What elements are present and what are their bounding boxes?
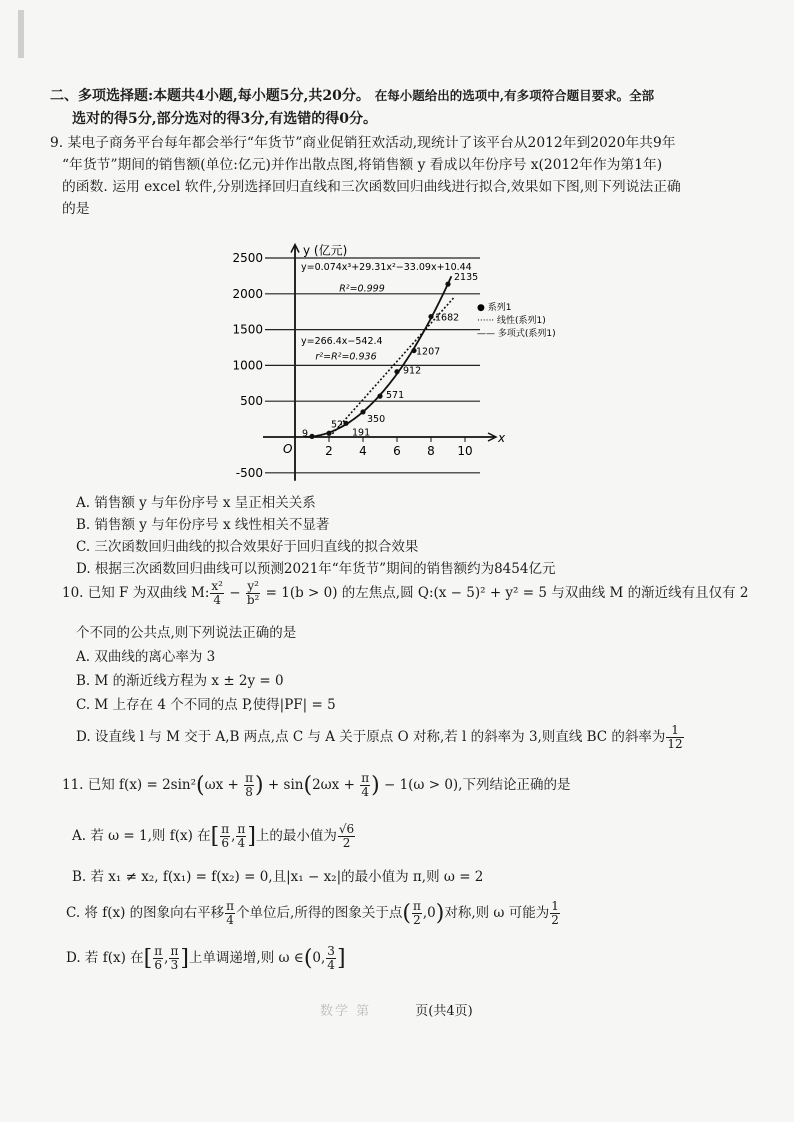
q10-line2: 个不同的公共点,则下列说法正确的是	[76, 625, 297, 641]
footer-blurred: 数学 第	[320, 1004, 372, 1019]
legend-entry: ● 系列1	[477, 303, 512, 313]
q11-a-frac3	[338, 823, 355, 850]
q11-stem: 11. 已知 f(x) = 2sin²(ωx + $\frac{\pi}{8}$ ) + sin(2ωx + $\frac{\pi}{4}$ ) − 1(ω > 0),下列结论正确的是	[62, 771, 571, 799]
y-axis-title: y (亿元)	[303, 243, 348, 258]
data-label: 350	[367, 413, 386, 425]
q11-d-text1: D. 若 f(x) 在	[66, 950, 144, 966]
q11-option-d: D. 若 f(x) 在[ $\frac{\pi}{6}$ , $\frac{\pi}{3}$ ]上单调递增,则 ω ∈(0, $\frac{3}{4}$ ]	[66, 944, 346, 972]
q11-s1: 11. 已知 f(x) = 2sin²	[62, 777, 197, 793]
origin-label: O	[283, 442, 293, 456]
data-point	[445, 282, 450, 287]
q11-d-text2: 上单调递增,则 ω ∈	[188, 950, 304, 966]
q11-option-b: B. 若 x₁ ≠ x₂, f(x₁) = f(x₂) = 0,且|x₁ − x₂|的最小值为 π,则 ω = 2	[72, 869, 484, 885]
q9-option-d: D. 根据三次函数回归曲线可以预测2021年“年货节”期间的销售额约为8454亿元	[76, 561, 556, 577]
q11-frac-pi4	[360, 772, 370, 799]
q11-d-frac2	[169, 945, 179, 972]
q11-a-den1: 6	[221, 836, 229, 850]
data-label: 191	[352, 427, 371, 439]
footer-pages: 页(共4页)	[415, 1004, 473, 1019]
y-tick-label: 500	[240, 394, 263, 409]
q11-c-frac3	[550, 900, 560, 927]
q10-frac-x-den: 4	[213, 593, 221, 607]
q10-frac-y-num: y²	[247, 579, 259, 593]
q11-a-pi2: π	[237, 822, 246, 836]
q11-c-pi1: π	[226, 899, 235, 913]
y-tick-label: 1000	[232, 358, 263, 373]
data-label: 9	[302, 428, 309, 440]
q10-frac-y	[246, 580, 261, 607]
q11-c-frac1	[225, 900, 235, 927]
q9-line2: “年货节”期间的销售额(单位:亿元)并作出散点图,将销售额 y 看成以年份序号 x(2012年作为第1年)	[62, 157, 663, 173]
q11-c-den2: 2	[413, 913, 421, 927]
q10-option-d-text: D. 设直线 l 与 M 交于 A,B 两点,点 C 与 A 关于原点 O 对称,若 l 的斜率为 3,则直线 BC 的斜率为	[76, 729, 666, 745]
data-point	[428, 314, 433, 319]
q10-text-b: = 1(b > 0) 的左焦点,圆 Q:(x − 5)² + y² = 5 与双曲线 M 的渐近线有且仅有 2	[261, 585, 749, 601]
q11-pi: π	[245, 771, 254, 785]
q11-d-frac3	[326, 945, 336, 972]
q11-frac-pi8	[244, 772, 254, 799]
q10-frac-x	[210, 580, 224, 607]
q11-d-pi1: π	[154, 944, 163, 958]
data-point	[326, 431, 331, 436]
q9-line3: 的函数. 运用 excel 软件,分别选择回归直线和三次函数回归曲线进行拟合,效果如下图,则下列说法正确	[62, 179, 681, 195]
q10-option-a: A. 双曲线的离心率为 3	[76, 649, 216, 665]
q11-a-text1: A. 若 ω = 1,则 f(x) 在	[72, 828, 211, 844]
q11-s5: − 1(ω > 0),下列结论正确的是	[379, 777, 571, 793]
q10-option-d	[76, 724, 685, 751]
x-tick-label: 6	[393, 444, 401, 458]
q11-c-text1: C. 将 f(x) 的图象向右平移	[66, 905, 225, 921]
q11-a-text2: 上的最小值为	[255, 828, 337, 844]
x-tick-label: 4	[359, 444, 367, 458]
data-point	[360, 409, 365, 414]
q11-c-val-num: 1	[551, 899, 559, 913]
poly-equation: y=0.074x³+29.31x²−33.09x+10.44	[301, 262, 472, 274]
q11-option-c: C. 将 f(x) 的图象向右平移 $\frac{\pi}{4}$ 个单位后,所得的图象关于点( $\frac{\pi}{2}$ ,0)对称,则 ω 可能为 $\frac{1}{2}$	[66, 899, 559, 927]
section-heading	[50, 85, 654, 105]
q11-d-den1: 6	[154, 958, 163, 972]
q11-d4: 4	[361, 785, 369, 799]
q10-option-b: B. M 的渐近线方程为 x ± 2y = 0	[76, 673, 284, 689]
q10-line1	[62, 580, 749, 607]
q10-option-c: C. M 上存在 4 个不同的点 P,使得|PF| = 5	[76, 697, 336, 713]
q10-text-a: 10. 已知 F 为双曲线 M:	[62, 585, 210, 601]
linear-r2: r²=R²=0.936	[315, 351, 377, 363]
q9-line4: 的是	[62, 201, 90, 217]
legend-entry: —— 多项式(系列1)	[477, 329, 556, 339]
q11-option-a: A. 若 ω = 1,则 f(x) 在[ $\frac{\pi}{6}$ , $\frac{\pi}{4}$ ]上的最小值为 $\frac{√6}{2}$	[72, 822, 355, 850]
q11-c-pt-y: ,0	[422, 905, 436, 921]
q11-a-frac2	[236, 823, 246, 850]
scan-edge-mark	[18, 10, 24, 58]
x-axis-title: x	[498, 431, 506, 445]
section-heading-text: 二、多项选择题:本题共4小题,每小题5分,共20分。	[50, 88, 370, 104]
data-label: 1682	[435, 312, 460, 324]
q11-a-val-num: √6	[338, 822, 355, 836]
q11-d-val-num: 3	[327, 944, 335, 958]
y-tick-label: 2000	[232, 286, 263, 301]
q11-d-val-den: 4	[327, 958, 335, 972]
q11-s3: + sin	[263, 777, 304, 793]
q11-c-text2: 个单位后,所得的图象关于点	[236, 905, 403, 921]
q11-d-pi2: π	[170, 944, 179, 958]
data-point	[343, 421, 348, 426]
q10-frac-x-num: x²	[211, 579, 223, 593]
q11-c-den1: 4	[226, 913, 234, 927]
x-tick-label: 2	[325, 444, 333, 458]
q11-a-den2: 4	[237, 836, 246, 850]
poly-r2: R²=0.999	[339, 283, 385, 295]
q9-option-c: C. 三次函数回归曲线的拟合效果好于回归直线的拟合效果	[76, 539, 419, 555]
q11-c-pi2: π	[412, 899, 421, 913]
y-tick-label: 1500	[232, 322, 263, 337]
q11-a-pi1: π	[221, 822, 230, 836]
q11-s2: ωx +	[204, 777, 244, 793]
q9-option-b: B. 销售额 y 与年份序号 x 线性相关不显著	[76, 517, 330, 533]
q11-a-val-den: 2	[342, 836, 351, 850]
y-tick-label: 2500	[232, 251, 263, 265]
section-scoring: 选对的得5分,部分选对的得3分,有选错的得0分。	[72, 111, 377, 127]
q11-s4: 2ωx +	[312, 777, 360, 793]
q10-minus: −	[224, 585, 245, 601]
data-label: 1207	[416, 346, 441, 358]
data-point	[394, 369, 399, 374]
q11-a-frac1	[220, 823, 230, 850]
q11-pi-2: π	[361, 771, 370, 785]
q11-d-den2: 3	[170, 958, 179, 972]
q11-d-int-a: 0,	[312, 950, 326, 966]
data-label: 2135	[454, 272, 479, 284]
page-footer	[320, 1000, 473, 1019]
q11-c-val-den: 2	[551, 913, 559, 927]
q11-d-frac1	[153, 945, 163, 972]
data-label: 912	[403, 365, 422, 377]
q10-frac-y-den: b²	[246, 593, 260, 607]
y-tick-label: -500	[235, 465, 263, 480]
legend-entry: ······ 线性(系列1)	[477, 316, 546, 326]
chart-labels	[232, 244, 555, 480]
data-label: 52	[331, 419, 344, 431]
data-label: 571	[386, 390, 405, 402]
q10-option-d-frac	[666, 724, 683, 751]
q10-d-den: 12	[667, 737, 683, 751]
q11-d8: 8	[245, 785, 253, 799]
q11-c-frac2	[412, 900, 422, 927]
x-tick-label: 10	[457, 444, 473, 458]
q9-option-a: A. 销售额 y 与年份序号 x 呈正相关关系	[76, 495, 316, 511]
q11-c-text3: 对称,则 ω 可能为	[444, 905, 550, 921]
data-point	[309, 434, 314, 439]
linear-equation: y=266.4x−542.4	[301, 335, 383, 347]
q9-line1: 9. 某电子商务平台每年都会举行“年货节”商业促销狂欢活动,现统计了该平台从2012年到2020年共9年	[50, 135, 676, 151]
x-tick-label: 8	[427, 444, 435, 458]
sales-scatter-chart	[232, 225, 585, 480]
q10-d-num: 1	[666, 724, 683, 738]
section-heading-tail: 在每小题给出的选项中,有多项符合题目要求。全部	[374, 88, 655, 103]
data-point	[377, 394, 382, 399]
